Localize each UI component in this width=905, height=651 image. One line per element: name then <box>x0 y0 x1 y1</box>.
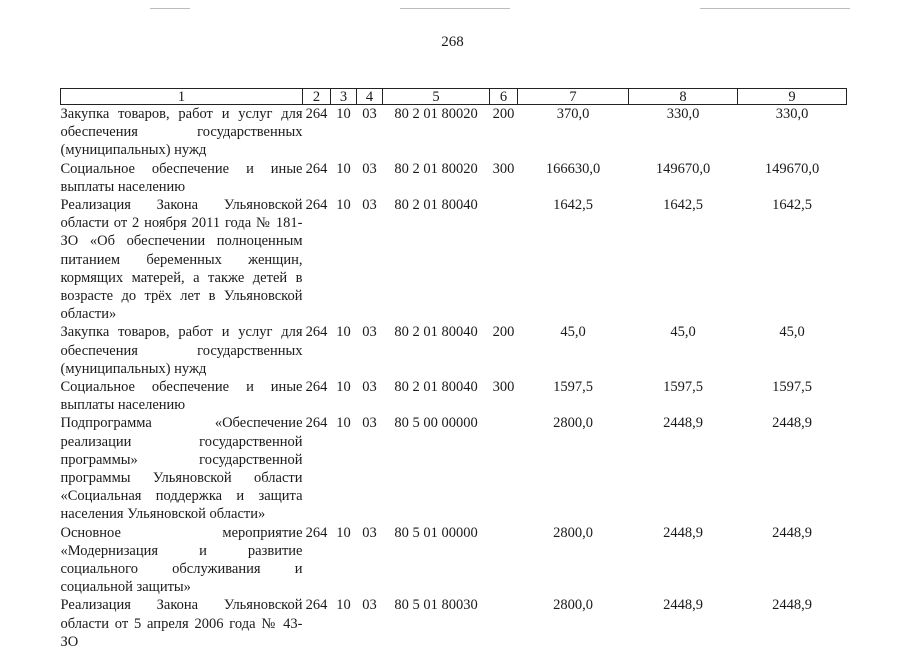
row-target-code: 80 2 01 80040 <box>394 197 478 214</box>
row-amount-col8: 2448,9 <box>663 597 703 614</box>
table-row <box>61 596 847 651</box>
row-section-code: 10 <box>336 597 351 614</box>
row-subsection-code: 03 <box>362 379 377 396</box>
row-section-code: 10 <box>336 197 351 214</box>
row-amount-col7: 45,0 <box>560 324 586 341</box>
row-amount-col8: 330,0 <box>666 106 700 122</box>
row-target-code: 80 2 01 80040 <box>394 379 478 396</box>
row-expense-type <box>490 196 518 323</box>
row-expense-type <box>490 414 518 523</box>
row-name: Основное мероприятие «Модернизация и развитие социального обслуживания и социальной защиты» <box>60 524 303 596</box>
row-target-code: 80 5 01 80030 <box>394 597 478 614</box>
header-col-9: 9 <box>738 89 847 105</box>
row-expense-type: 300 <box>492 379 515 396</box>
row-amount-col7: 1597,5 <box>553 379 593 396</box>
row-section-code: 10 <box>336 324 351 341</box>
header-col-1: 1 <box>61 89 303 105</box>
row-section-code: 10 <box>336 160 351 177</box>
row-expense-type <box>490 524 518 597</box>
row-section-code: 10 <box>336 379 351 396</box>
row-name: Реализация Закона Ульяновской области от 5 апреля 2006 года № 43-ЗО <box>60 597 303 650</box>
row-amount-col8: 149670,0 <box>655 160 711 177</box>
table-row <box>61 323 847 378</box>
row-amount-col8: 2448,9 <box>663 524 703 541</box>
table-row <box>61 524 847 597</box>
row-subsection-code: 03 <box>362 324 377 341</box>
row-subsection-code: 03 <box>362 197 377 214</box>
table-row <box>61 196 847 323</box>
row-amount-col8: 45,0 <box>670 324 696 341</box>
table-row <box>61 105 847 160</box>
row-amount-col9: 149670,0 <box>764 160 820 177</box>
row-expense-type: 200 <box>492 106 515 122</box>
row-target-code: 80 5 00 00000 <box>394 415 478 432</box>
row-subsection-code: 03 <box>362 415 377 432</box>
row-amount-col9: 2448,9 <box>772 524 812 541</box>
row-amount-col9: 45,0 <box>779 324 805 341</box>
row-subsection-code: 03 <box>362 524 377 541</box>
header-col-3: 3 <box>331 89 357 105</box>
row-section-code: 10 <box>336 415 351 432</box>
header-col-8: 8 <box>629 89 738 105</box>
row-name: Подпрограмма «Обеспечение реализации государственной программы» государственной программы Ульяновской области «Социальная поддержка и защита населения Ульяновской области» <box>60 415 303 523</box>
row-amount-col8: 1642,5 <box>663 197 703 214</box>
row-name: Реализация Закона Ульяновской области от 2 ноября 2011 года № 181-ЗО «Об обеспечении полноценным питанием беременных женщин, кормящих матерей, а также детей в возрасте до трёх лет в Ульяновской области» <box>60 197 303 323</box>
row-amount-col8: 2448,9 <box>663 415 703 432</box>
row-ministry-code: 264 <box>305 524 328 541</box>
row-amount-col9: 330,0 <box>775 106 809 122</box>
row-expense-type <box>490 596 518 651</box>
scan-artifact <box>150 8 190 9</box>
table-row <box>61 160 847 196</box>
header-col-7: 7 <box>518 89 629 105</box>
row-subsection-code: 03 <box>362 160 377 177</box>
scan-artifact <box>700 8 850 9</box>
row-target-code: 80 5 01 00000 <box>394 524 478 541</box>
row-amount-col9: 2448,9 <box>772 415 812 432</box>
row-target-code: 80 2 01 80020 <box>394 106 478 122</box>
scan-artifact <box>400 8 510 9</box>
table-row <box>61 378 847 414</box>
row-amount-col7: 2800,0 <box>553 597 593 614</box>
row-amount-col7: 370,0 <box>556 106 590 122</box>
row-amount-col7: 1642,5 <box>553 197 593 214</box>
row-ministry-code: 264 <box>305 597 328 614</box>
row-subsection-code: 03 <box>362 106 377 122</box>
row-amount-col7: 166630,0 <box>545 160 601 177</box>
row-ministry-code: 264 <box>305 415 328 432</box>
row-section-code: 10 <box>336 106 351 122</box>
row-amount-col9: 1642,5 <box>772 197 812 214</box>
header-col-5: 5 <box>383 89 490 105</box>
header-col-6: 6 <box>490 89 518 105</box>
row-ministry-code: 264 <box>305 197 328 214</box>
row-target-code: 80 2 01 80040 <box>394 324 478 341</box>
row-name: Социальное обеспечение и иные выплаты населению <box>60 379 303 414</box>
row-name: Социальное обеспечение и иные выплаты населению <box>60 160 303 195</box>
table-header-row <box>61 89 847 105</box>
page-number: 268 <box>441 34 464 50</box>
row-subsection-code: 03 <box>362 597 377 614</box>
header-col-2: 2 <box>303 89 331 105</box>
row-ministry-code: 264 <box>305 160 328 177</box>
row-amount-col7: 2800,0 <box>553 415 593 432</box>
row-amount-col8: 1597,5 <box>663 379 703 396</box>
budget-table <box>60 88 847 651</box>
row-expense-type: 200 <box>492 324 515 341</box>
row-ministry-code: 264 <box>305 324 328 341</box>
table-row <box>61 414 847 523</box>
row-amount-col7: 2800,0 <box>553 524 593 541</box>
row-expense-type: 300 <box>492 160 515 177</box>
row-ministry-code: 264 <box>305 379 328 396</box>
row-name: Закупка товаров, работ и услуг для обеспечения государственных (муниципальных) нужд <box>60 324 303 377</box>
row-ministry-code: 264 <box>305 106 328 122</box>
row-section-code: 10 <box>336 524 351 541</box>
row-amount-col9: 1597,5 <box>772 379 812 396</box>
header-col-4: 4 <box>357 89 383 105</box>
row-name: Закупка товаров, работ и услуг для обеспечения государственных (муниципальных) нужд <box>60 106 303 159</box>
row-amount-col9: 2448,9 <box>772 597 812 614</box>
row-target-code: 80 2 01 80020 <box>394 160 478 177</box>
